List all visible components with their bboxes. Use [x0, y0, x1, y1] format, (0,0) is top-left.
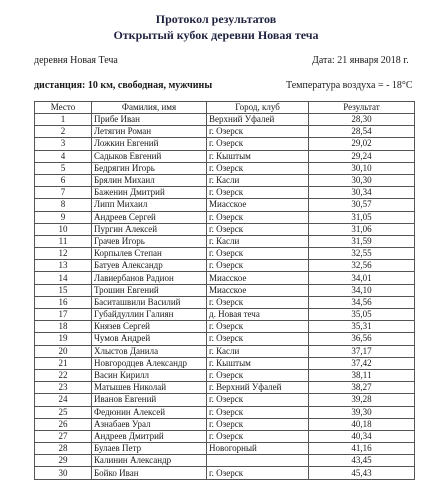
result-cell: 30,10	[309, 162, 415, 174]
result-cell: 29,24	[309, 150, 415, 162]
place-cell: 7	[35, 187, 92, 199]
name-cell: Садыков Евгений	[92, 150, 207, 162]
club-cell: г. Озерск	[207, 138, 309, 150]
date-text: Дата: 21 января 2018 г.	[312, 55, 409, 66]
club-cell: Верхний Уфалей	[207, 114, 309, 126]
club-cell: Новогорный	[207, 443, 309, 455]
name-cell: Губайдуллин Галиян	[92, 309, 207, 321]
club-cell: г. Касли	[207, 345, 309, 357]
place-cell: 1	[35, 114, 92, 126]
place-cell: 11	[35, 235, 92, 247]
table-row	[35, 272, 415, 284]
table-row	[35, 138, 415, 150]
column-header-result: Результат	[309, 102, 415, 114]
name-cell: Чумов Андрей	[92, 333, 207, 345]
name-cell: Грачев Игорь	[92, 235, 207, 247]
result-cell: 43,45	[309, 455, 415, 467]
table-row	[35, 443, 415, 455]
table-row	[35, 150, 415, 162]
table-row	[35, 284, 415, 296]
place-cell: 2	[35, 126, 92, 138]
place-cell: 26	[35, 418, 92, 430]
result-cell: 34,56	[309, 296, 415, 308]
table-row	[35, 321, 415, 333]
name-cell: Новгородцев Александр	[92, 357, 207, 369]
result-cell: 35,05	[309, 309, 415, 321]
result-cell: 37,17	[309, 345, 415, 357]
table-row	[35, 333, 415, 345]
table-row	[35, 235, 415, 247]
location-text: деревня Новая Теча	[34, 55, 118, 66]
place-cell: 30	[35, 467, 92, 479]
table-row	[35, 187, 415, 199]
result-cell: 30,30	[309, 174, 415, 186]
table-header-row	[35, 102, 415, 114]
place-cell: 6	[35, 174, 92, 186]
name-cell: Калинин Александр	[92, 455, 207, 467]
document-title: Протокол результатов	[155, 12, 277, 26]
table-row	[35, 467, 415, 479]
result-cell: 45,43	[309, 467, 415, 479]
name-cell: Хлыстов Данила	[92, 345, 207, 357]
table-row	[35, 394, 415, 406]
club-cell: Миасское	[207, 272, 309, 284]
result-cell: 28,30	[309, 114, 415, 126]
table-row	[35, 162, 415, 174]
name-cell: Федюнин Алексей	[92, 406, 207, 418]
place-cell: 5	[35, 162, 92, 174]
club-cell: г. Озерск	[207, 321, 309, 333]
club-cell: г. Озерск	[207, 187, 309, 199]
club-cell: г. Озерск	[207, 418, 309, 430]
name-cell: Азнабаев Урал	[92, 418, 207, 430]
table-row	[35, 430, 415, 442]
table-row	[35, 199, 415, 211]
name-cell: Васин Кирилл	[92, 369, 207, 381]
table-row	[35, 223, 415, 235]
name-cell: Андреев Сергей	[92, 211, 207, 223]
club-cell: г. Озерск	[207, 211, 309, 223]
name-cell: Баженин Дмитрий	[92, 187, 207, 199]
name-cell: Булаев Петр	[92, 443, 207, 455]
club-cell: г. Кыштым	[207, 357, 309, 369]
place-cell: 28	[35, 443, 92, 455]
club-cell: г. Озерск	[207, 406, 309, 418]
club-cell: Миасское	[207, 284, 309, 296]
table-row	[35, 406, 415, 418]
club-cell: г. Озерск	[207, 248, 309, 260]
club-cell: г. Озерск	[207, 223, 309, 235]
result-cell: 40,18	[309, 418, 415, 430]
table-row	[35, 418, 415, 430]
name-cell: Бойко Иван	[92, 467, 207, 479]
place-cell: 16	[35, 296, 92, 308]
place-cell: 3	[35, 138, 92, 150]
name-cell: Батуев Александр	[92, 260, 207, 272]
result-cell: 31,59	[309, 235, 415, 247]
place-cell: 23	[35, 382, 92, 394]
document-subtitle: Открытый кубок деревни Новая теча	[113, 28, 319, 42]
temperature-text: Температура воздуха = - 18°С	[286, 80, 413, 91]
club-cell	[207, 455, 309, 467]
name-cell: Трошин Евгений	[92, 284, 207, 296]
place-cell: 8	[35, 199, 92, 211]
club-cell: г. Озерск	[207, 430, 309, 442]
result-cell: 38,11	[309, 369, 415, 381]
results-table	[34, 101, 415, 480]
result-cell: 29,02	[309, 138, 415, 150]
club-cell: г. Озерск	[207, 126, 309, 138]
place-cell: 12	[35, 248, 92, 260]
result-cell: 32,56	[309, 260, 415, 272]
name-cell: Ложкин Евгений	[92, 138, 207, 150]
place-cell: 14	[35, 272, 92, 284]
name-cell: Андреев Дмитрий	[92, 430, 207, 442]
place-cell: 20	[35, 345, 92, 357]
table-row	[35, 357, 415, 369]
result-cell: 30,57	[309, 199, 415, 211]
result-cell: 38,27	[309, 382, 415, 394]
table-row	[35, 345, 415, 357]
club-cell: Миасское	[207, 199, 309, 211]
place-cell: 15	[35, 284, 92, 296]
name-cell: Пургин Алексей	[92, 223, 207, 235]
table-row	[35, 369, 415, 381]
place-cell: 18	[35, 321, 92, 333]
result-cell: 32,55	[309, 248, 415, 260]
place-cell: 10	[35, 223, 92, 235]
column-header-place: Место	[35, 102, 92, 114]
result-cell: 41,16	[309, 443, 415, 455]
place-cell: 25	[35, 406, 92, 418]
name-cell: Корпылев Степан	[92, 248, 207, 260]
name-cell: Бедрягин Игорь	[92, 162, 207, 174]
table-row	[35, 309, 415, 321]
place-cell: 27	[35, 430, 92, 442]
result-cell: 30,34	[309, 187, 415, 199]
name-cell: Иванов Евгений	[92, 394, 207, 406]
club-cell: г. Касли	[207, 174, 309, 186]
name-cell: Липп Михаил	[92, 199, 207, 211]
place-cell: 24	[35, 394, 92, 406]
club-cell: г. Верхний Уфалей	[207, 382, 309, 394]
column-header-name: Фамилия, имя	[92, 102, 207, 114]
result-cell: 31,05	[309, 211, 415, 223]
name-cell: Лавиербанов Радион	[92, 272, 207, 284]
result-cell: 31,06	[309, 223, 415, 235]
club-cell: г. Озерск	[207, 333, 309, 345]
name-cell: Прибе Иван	[92, 114, 207, 126]
result-cell: 39,30	[309, 406, 415, 418]
club-cell: г. Озерск	[207, 394, 309, 406]
name-cell: Баситашвили Василий	[92, 296, 207, 308]
result-cell: 39,28	[309, 394, 415, 406]
table-row	[35, 296, 415, 308]
result-cell: 35,31	[309, 321, 415, 333]
club-cell: г. Озерск	[207, 260, 309, 272]
place-cell: 21	[35, 357, 92, 369]
result-cell: 28,54	[309, 126, 415, 138]
club-cell: д. Новая теча	[207, 309, 309, 321]
table-row	[35, 248, 415, 260]
table-row	[35, 382, 415, 394]
result-cell: 36,56	[309, 333, 415, 345]
club-cell: г. Озерск	[207, 162, 309, 174]
name-cell: Летягин Роман	[92, 126, 207, 138]
club-cell: г. Касли	[207, 235, 309, 247]
name-cell: Брялин Михаил	[92, 174, 207, 186]
table-row	[35, 211, 415, 223]
name-cell: Матышев Николай	[92, 382, 207, 394]
result-cell: 37,42	[309, 357, 415, 369]
table-row	[35, 455, 415, 467]
club-cell: г. Озерск	[207, 369, 309, 381]
table-row	[35, 174, 415, 186]
name-cell: Князев Сергей	[92, 321, 207, 333]
place-cell: 22	[35, 369, 92, 381]
club-cell: г. Озерск	[207, 296, 309, 308]
place-cell: 19	[35, 333, 92, 345]
place-cell: 9	[35, 211, 92, 223]
club-cell: г. Озерск	[207, 467, 309, 479]
club-cell: г. Кыштым	[207, 150, 309, 162]
result-cell: 40,34	[309, 430, 415, 442]
table-row	[35, 114, 415, 126]
place-cell: 17	[35, 309, 92, 321]
result-cell: 34,10	[309, 284, 415, 296]
place-cell: 4	[35, 150, 92, 162]
column-header-club: Город, клуб	[207, 102, 309, 114]
results-table-body	[35, 114, 415, 480]
table-row	[35, 260, 415, 272]
place-cell: 13	[35, 260, 92, 272]
result-cell: 34,01	[309, 272, 415, 284]
table-row	[35, 126, 415, 138]
distance-text: дистанция: 10 км, свободная, мужчины	[34, 80, 213, 91]
place-cell: 29	[35, 455, 92, 467]
